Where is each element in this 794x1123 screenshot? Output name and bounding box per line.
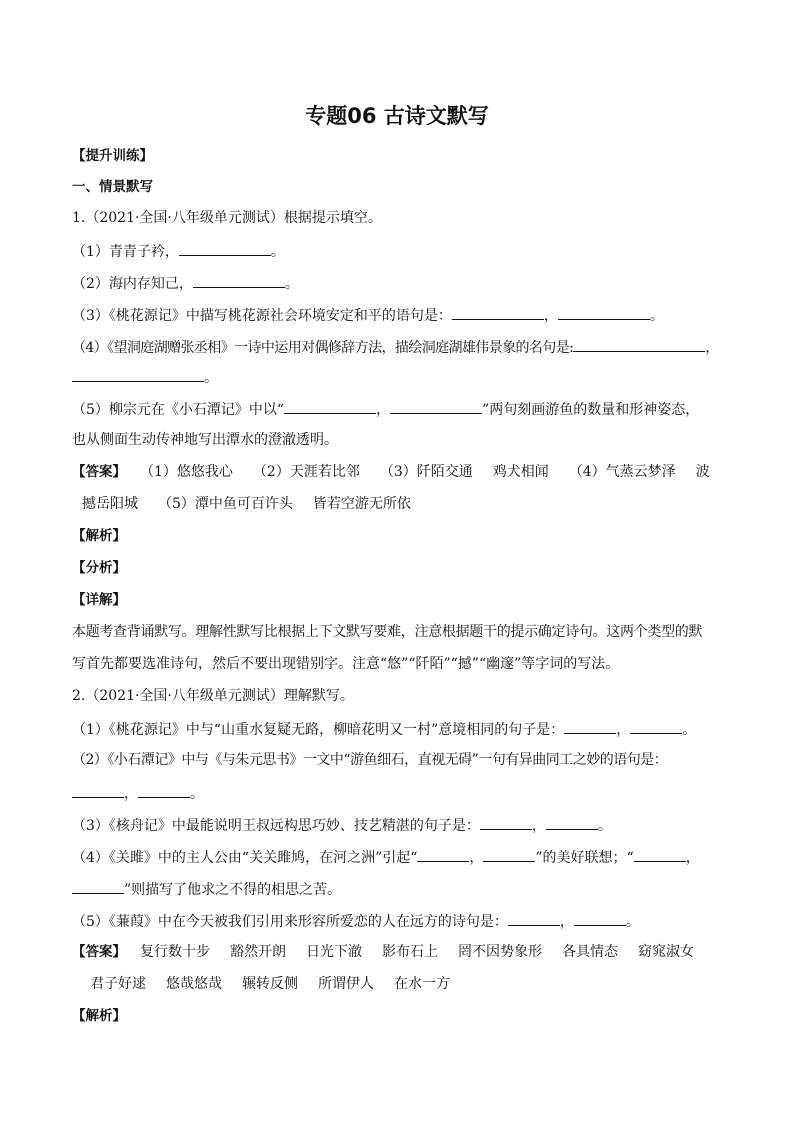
answer-label: 【答案】 <box>72 944 126 960</box>
q1-item-4: （4）《望洞庭湖赠张丞相》一诗中运用对偶修辞方法，描绘洞庭湖雄伟景象的名句是: ， <box>72 336 724 358</box>
answer-blank[interactable] <box>138 782 190 798</box>
q1-item-5: （5）柳宗元在《小石潭记》中以“ ， ”两句刻画游鱼的数量和形神姿态， <box>72 398 724 420</box>
q1-item-4-cont: 。 <box>72 366 724 388</box>
answer-blank[interactable] <box>480 814 532 830</box>
q2-item-4-cont: ”则描写了他求之不得的相思之苦。 <box>72 878 724 900</box>
answer-blank[interactable] <box>483 846 535 862</box>
q1-detail-text-1: 本题考查背诵默写。理解性默写比根据上下文默写要难，注意根据题干的提示确定诗句。这两个类型的默 <box>72 624 703 640</box>
q1-intro: 1.（2021·全国·八年级单元测试）根据提示填空。 <box>72 210 382 226</box>
answer-label: 【答案】 <box>72 464 126 480</box>
answer-blank[interactable] <box>193 272 285 288</box>
answer-blank[interactable] <box>634 846 686 862</box>
answer-blank[interactable] <box>72 366 204 382</box>
q2-item-1: （1）《桃花源记》中与“山重水复疑无路，柳暗花明又一村”意境相同的句子是： ， 。 <box>72 718 724 740</box>
answer-blank[interactable] <box>508 910 560 926</box>
q2-intro: 2.（2021·全国·八年级单元测试）理解默写。 <box>72 688 354 704</box>
answer-blank[interactable] <box>630 718 682 734</box>
answer-blank[interactable] <box>390 398 482 414</box>
section-heading: 一、情景默写 <box>72 179 153 195</box>
q2-answer-line-2: 君子好逑 悠哉悠哉 辗转反侧 所谓伊人 在水一方 <box>90 976 450 992</box>
q1-analysis-label: 【解析】 <box>72 528 126 544</box>
answer-blank[interactable] <box>72 878 124 894</box>
q1-item-1: （1）青青子衿， 。 <box>72 240 724 262</box>
q2-item-2-cont: ， 。 <box>72 782 724 804</box>
q1-answer-line-2: 撼岳阳城 （5）潭中鱼可百许头 皆若空游无所依 <box>82 496 411 512</box>
answer-blank[interactable] <box>72 782 124 798</box>
answer-blank[interactable] <box>179 240 271 256</box>
q2-item-4: （4）《关雎》中的主人公由“关关雎鸠，在河之洲”引起“ ， ”的美好联想；“ ， <box>72 846 724 868</box>
q1-item-5-cont: 也从侧面生动传神地写出潭水的澄澈透明。 <box>72 432 338 448</box>
answer-blank[interactable] <box>558 304 650 320</box>
answer-blank[interactable] <box>452 304 544 320</box>
q2-analysis-label: 【解析】 <box>72 1008 126 1024</box>
answer-blank[interactable] <box>546 814 598 830</box>
q2-item-3: （3）《核舟记》中最能说明王叔远构思巧妙、技艺精湛的句子是： ， 。 <box>72 814 724 836</box>
q1-item-3: （3）《桃花源记》中描写桃花源社会环境安定和平的语句是： ， 。 <box>72 304 724 326</box>
q1-detail-text-2: 写首先都要选准诗句，然后不要出现错别字。注意“悠”“阡陌”“撼”“幽邃”等字词的写法。 <box>72 656 620 672</box>
q2-item-5: （5）《蒹葭》中在今天被我们引用来形容所爱恋的人在远方的诗句是： ， 。 <box>72 910 724 932</box>
q1-answer-line-1: 【答案】 （1）悠悠我心 （2）天涯若比邻 （3）阡陌交通 鸡犬相闻 （4）气蒸云梦泽 波 <box>72 464 710 480</box>
answer-blank[interactable] <box>574 910 626 926</box>
page-title: 专题06 古诗文默写 <box>305 104 489 128</box>
section-tag: 【提升训练】 <box>72 148 153 164</box>
q2-item-2: （2）《小石潭记》中与《与朱元思书》一文中“游鱼细石，直视无碍”一句有异曲同工之妙的语句是： <box>72 752 668 768</box>
answer-blank[interactable] <box>284 398 376 414</box>
q1-fenxi-label: 【分析】 <box>72 560 126 576</box>
answer-blank[interactable] <box>417 846 469 862</box>
answer-blank[interactable] <box>573 336 705 352</box>
q1-detail-label: 【详解】 <box>72 592 126 608</box>
answer-blank[interactable] <box>564 718 616 734</box>
q1-item-2: （2）海内存知己， 。 <box>72 272 724 294</box>
q2-answer-line-1: 【答案】 复行数十步 豁然开朗 日光下澈 影布石上 罔不因势象形 各具情态 窈窕淑女 <box>72 944 694 960</box>
